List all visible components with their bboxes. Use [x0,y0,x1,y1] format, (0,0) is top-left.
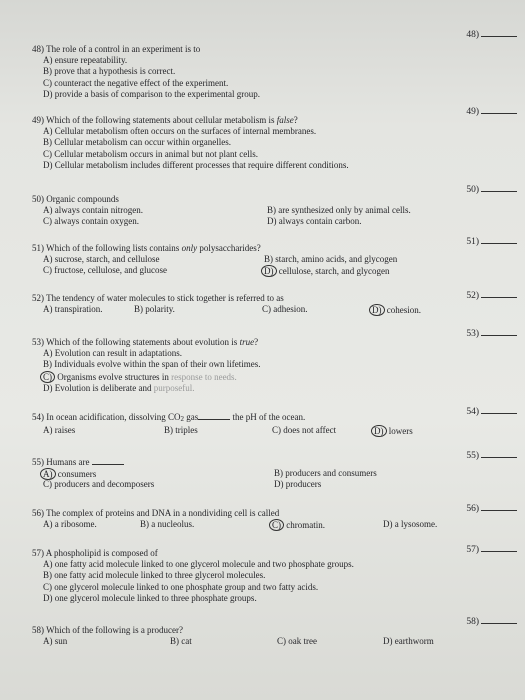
option-b[interactable]: B) polarity. [134,304,175,315]
answer-blank-51[interactable]: 51) [466,237,517,247]
option-c[interactable]: C) producers and decomposers [43,479,155,490]
option-c[interactable]: C) Cellular metabolism occurs in animal but not plant cells. [43,148,258,159]
option-a[interactable]: A) consumers [43,468,96,480]
option-b[interactable]: B) Individuals evolve within the span of their own lifetimes. [43,359,261,370]
question-stem: 53) Which of the following statements about evolution is true? [32,337,259,347]
option-c[interactable]: C) chromatin. [272,519,325,531]
option-c[interactable]: C) oak tree [277,636,317,647]
question-stem: 57) A phospholipid is composed of [32,548,158,558]
question-56 [32,508,472,530]
question-53 [32,337,260,394]
option-d[interactable]: D) Evolution is deliberate and purposeful. [43,382,195,393]
question-stem: 54) In ocean acidification, dissolving CO2 gas the pH of the ocean. [32,412,306,423]
circled-answer-mark: D) [369,304,385,316]
option-c[interactable]: C) adhesion. [262,304,308,315]
answer-blank-49[interactable]: 49) [466,107,517,117]
option-a[interactable]: A) raises [43,425,76,436]
question-51 [32,243,472,277]
answer-blank-52[interactable]: 52) [466,291,517,301]
question-stem: 48) The role of a control in an experiment is to [32,44,201,54]
answer-blank-55[interactable]: 55) [466,451,517,461]
option-d[interactable]: D) Cellular metabolism includes different processes that require different conditions. [43,159,349,170]
circled-answer-mark: A) [40,468,56,480]
option-a[interactable]: A) Cellular metabolism often occurs on the surfaces of internal membranes. [43,126,317,137]
circled-answer-mark: C) [40,371,55,383]
question-52 [32,293,472,315]
option-d[interactable]: D) earthworm [383,636,434,647]
option-d[interactable]: D) lowers [374,425,413,437]
answer-blank-54[interactable]: 54) [466,407,517,417]
question-stem: 50) Organic compounds [32,194,119,204]
option-d[interactable]: D) cohesion. [372,304,421,316]
option-b[interactable]: B) triples [164,425,198,436]
question-50 [32,194,472,228]
option-a[interactable]: A) ensure repeatability. [43,55,128,66]
option-b[interactable]: B) Cellular metabolism can occur within organelles. [43,137,232,148]
option-b[interactable]: B) one fatty acid molecule linked to three glycerol molecules. [43,570,266,581]
question-55 [32,457,472,491]
option-a[interactable]: A) a ribosome. [43,519,97,530]
circled-answer-mark: D) [261,265,277,277]
answer-blank-48[interactable]: 48) [466,30,517,40]
option-c[interactable]: C) one glycerol molecule linked to one phosphate group and two fatty acids. [43,581,319,592]
answer-blank-57[interactable]: 57) [466,545,517,555]
option-a[interactable]: A) always contain nitrogen. [43,205,143,216]
option-d[interactable]: D) always contain carbon. [267,216,362,227]
option-b[interactable]: B) producers and consumers [274,468,377,479]
option-d[interactable]: D) one glycerol molecule linked to three phosphate groups. [43,592,257,603]
option-a[interactable]: A) one fatty acid molecule linked to one glycerol molecule and two phosphate groups. [43,559,354,570]
option-c[interactable]: C) counteract the negative effect of the experiment. [43,77,229,88]
answer-blank-58[interactable]: 58) [466,617,517,627]
option-a[interactable]: A) transpiration. [43,304,103,315]
question-54 [32,412,472,436]
question-49 [32,115,349,171]
option-d[interactable]: D) producers [274,479,322,490]
option-d[interactable]: D) provide a basis of comparison to the experimental group. [43,88,260,99]
option-b[interactable]: B) prove that a hypothesis is correct. [43,66,176,77]
option-c[interactable]: C) Organisms evolve structures in response to needs. [32,371,260,383]
question-stem: 52) The tendency of water molecules to stick together is referred to as [32,293,284,303]
answer-blank-56[interactable]: 56) [466,504,517,514]
option-b[interactable]: B) cat [170,636,192,647]
option-c[interactable]: C) always contain oxygen. [43,216,139,227]
option-d[interactable]: D) a lysosome. [383,519,438,530]
option-b[interactable]: B) a nucleolus. [140,519,195,530]
question-57 [32,548,354,604]
question-stem: 58) Which of the following is a producer? [32,625,184,635]
question-48 [32,44,260,100]
option-b[interactable]: B) starch, amino acids, and glycogen [264,254,398,265]
circled-answer-mark: D) [371,425,387,437]
option-c[interactable]: C) does not affect [272,425,337,436]
option-c[interactable]: C) fructose, cellulose, and glucose [43,265,167,276]
option-d[interactable]: D) cellulose, starch, and glycogen [264,265,389,277]
answer-blank-53[interactable]: 53) [466,329,517,339]
question-58 [32,625,472,647]
question-stem: 55) Humans are [32,457,472,468]
circled-answer-mark: C) [269,519,284,531]
option-a[interactable]: A) sucrose, starch, and cellulose [43,254,160,265]
option-b[interactable]: B) are synthesized only by animal cells. [267,205,411,216]
question-stem: 51) Which of the following lists contains only polysaccharides? [32,243,261,253]
answer-blank-50[interactable]: 50) [466,185,517,195]
option-a[interactable]: A) Evolution can result in adaptations. [43,348,182,359]
question-stem: 49) Which of the following statements about cellular metabolism is false? [32,115,298,125]
option-a[interactable]: A) sun [43,636,68,647]
question-stem: 56) The complex of proteins and DNA in a nondividing cell is called [32,508,280,518]
